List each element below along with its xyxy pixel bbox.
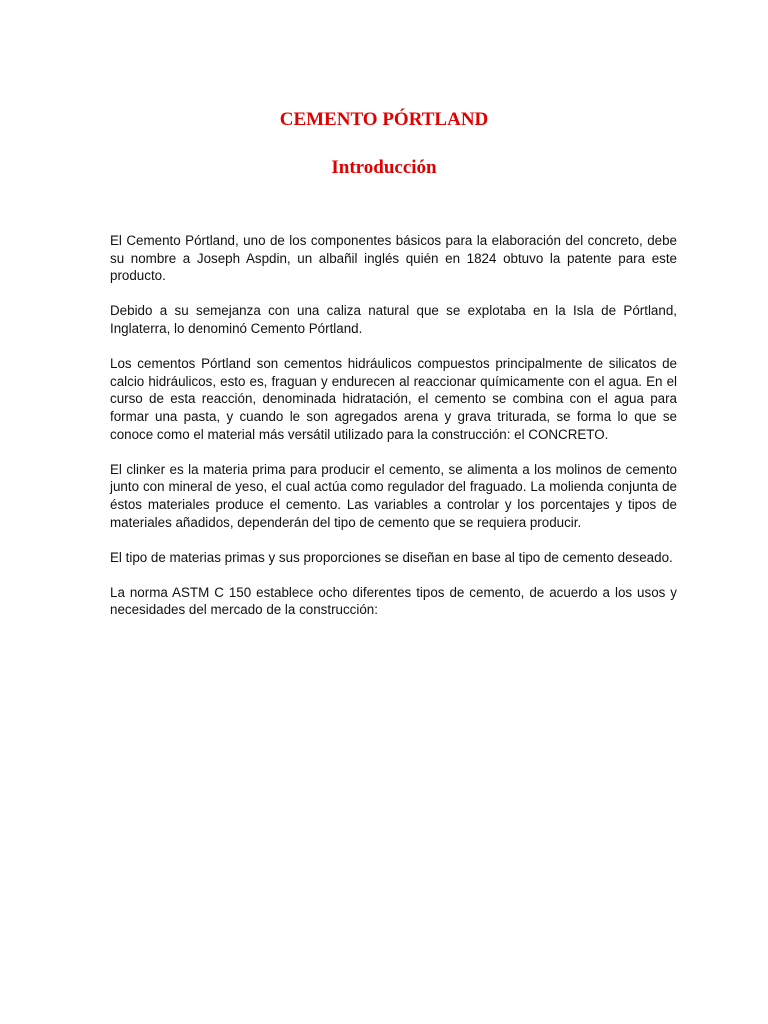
paragraph-3: Los cementos Pórtland son cementos hidráulicos compuestos principalmente de silicatos de calcio hidráulicos, esto es, fraguan y endurecen al reaccionar químicamente con el agua. En el curso de esta reacción, denominada hidratación, el cemento se combina con el agua para formar una pasta, y cuando le son agregados arena y grava triturada, se forma lo que se conoce como el material más versátil utilizado para la construcción: el CONCRETO. (110, 356, 677, 442)
document-body (110, 232, 677, 637)
section-heading-introduccion: Introducción (331, 157, 437, 178)
paragraph-4: El clinker es la materia prima para producir el cemento, se alimenta a los molinos de cemento junto con mineral de yeso, el cual actúa como regulador del fraguado. La molienda conjunta de éstos materiales produce el cemento. Las variables a controlar y los porcentajes y tipos de materiales añadidos, dependerán del tipo de cemento que se requiera producir. (110, 461, 677, 530)
paragraph-2: Debido a su semejanza con una caliza natural que se explotaba en la Isla de Pórtland, Inglaterra, lo denominó Cemento Pórtland. (110, 303, 677, 336)
paragraph-5: El tipo de materias primas y sus proporciones se diseñan en base al tipo de cemento deseado. (110, 549, 673, 565)
page-title: CEMENTO PÓRTLAND (279, 109, 489, 130)
paragraph-1: El Cemento Pórtland, uno de los componentes básicos para la elaboración del concreto, debe su nombre a Joseph Aspdin, un albañil inglés quién en 1824 obtuvo la patente para este producto. (110, 233, 677, 284)
paragraph-6: La norma ASTM C 150 establece ocho diferentes tipos de cemento, de acuerdo a los usos y necesidades del mercado de la construcción: (110, 584, 677, 618)
